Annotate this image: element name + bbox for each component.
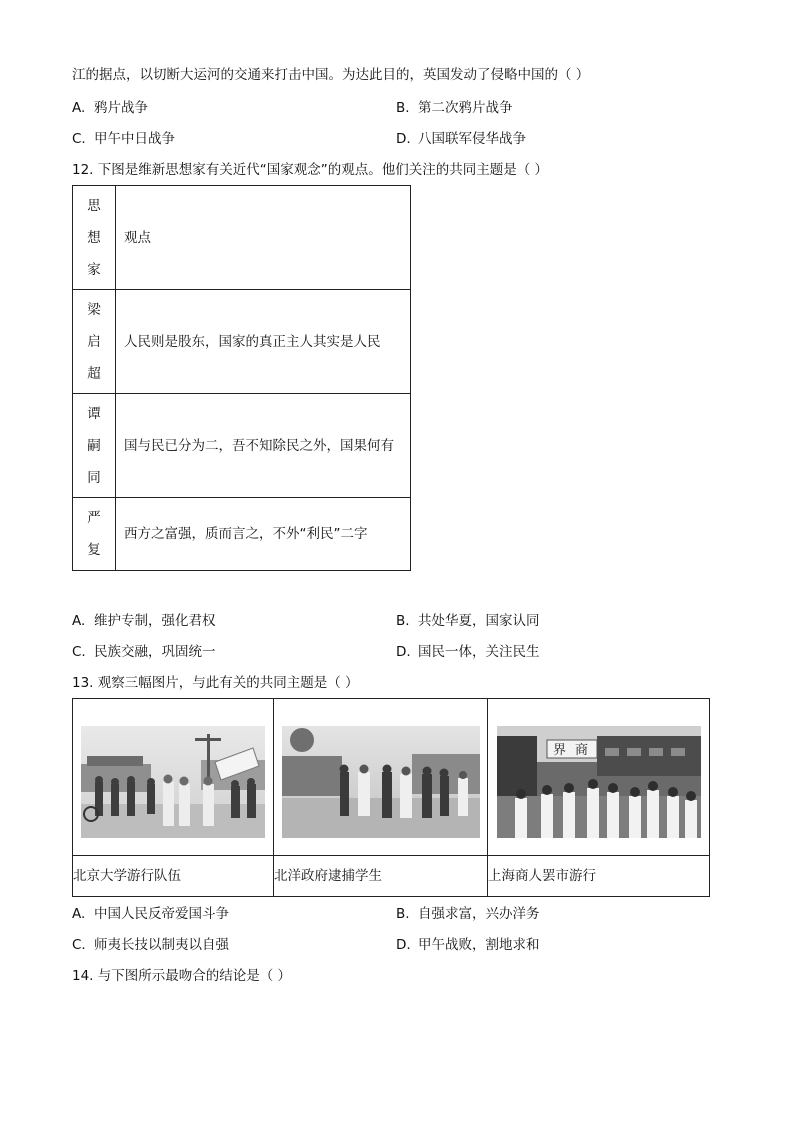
option-label: B. [396,100,410,116]
header-thinker-cell [73,186,116,290]
photo-shanghai-merchants-strike [497,726,701,838]
header-char: 家 [87,261,101,278]
photo-cell [488,699,710,856]
option-label: A. [72,100,86,116]
option-label: C. [72,937,86,953]
name-char: 严 [87,510,101,526]
name-char: 同 [87,469,101,486]
option-text: 甲午战败，割地求和 [418,937,540,953]
q12-option-d[interactable] [396,643,540,661]
option-text: 鸦片战争 [94,100,148,116]
name-char: 谭 [87,405,101,422]
q11-stem-tail: 江的据点，以切断大运河的交通来打击中国。为达此目的，英国发动了侵略中国的（ ） [72,67,590,83]
name-char: 启 [87,333,101,350]
caption-cell: 北洋政府逮捕学生 [274,856,488,897]
banner-char: 界 [552,743,566,758]
option-text: 维护专制，强化君权 [94,613,216,629]
caption-cell: 北京大学游行队伍 [73,856,274,897]
option-text: 八国联军侵华战争 [418,131,526,147]
q13-stem: 13. 观察三幅图片，与此有关的共同主题是（ ） [72,675,359,691]
option-text: 第二次鸦片战争 [418,100,513,116]
q11-option-a[interactable] [72,99,148,117]
thinker-name-cell [73,498,116,571]
header-char: 思 [87,197,101,214]
table-header-row [73,186,411,290]
thinker-name-cell [73,394,116,498]
option-label: D. [396,937,411,953]
option-label: B. [396,906,410,922]
option-text: 民族交融，巩固统一 [94,644,216,660]
thinker-name-cell [73,290,116,394]
q11-option-c[interactable] [72,130,175,148]
caption-row [73,856,710,897]
q13-option-a[interactable] [72,905,229,923]
banner-char: 商 [574,743,588,758]
q12-option-a[interactable] [72,612,216,630]
q12-option-b[interactable] [396,612,540,630]
q12-table [72,185,411,571]
header-char: 想 [87,229,101,246]
name-char: 梁 [87,301,101,318]
table-row [73,498,411,571]
option-label: C. [72,644,86,660]
option-text: 共处华夏，国家认同 [418,613,540,629]
photo-peking-university-march [81,726,265,838]
q13-option-d[interactable] [396,936,540,954]
viewpoint-cell: 国与民已分为二，吾不知除民之外，国果何有 [116,394,411,498]
option-text: 自强求富，兴办洋务 [418,906,540,922]
option-label: A. [72,613,86,629]
q12-stem: 12. 下图是维新思想家有关近代“国家观念”的观点。他们关注的共同主题是（ ） [72,162,549,178]
option-text: 师夷长技以制夷以自强 [94,937,229,953]
q11-option-d[interactable] [396,130,526,148]
viewpoint-cell: 西方之富强，质而言之，不外“利民”二字 [116,498,411,571]
header-viewpoint-cell: 观点 [116,186,411,290]
option-label: D. [396,131,411,147]
photo-cell [73,699,274,856]
table-row [73,394,411,498]
q14-stem: 14. 与下图所示最吻合的结论是（ ） [72,968,292,984]
option-text: 甲午中日战争 [94,131,175,147]
q13-option-c[interactable] [72,936,229,954]
name-char: 嗣 [87,437,101,454]
q12-option-c[interactable] [72,643,216,661]
photo-beiyang-arrest [282,726,480,838]
q11-option-b[interactable] [396,99,513,117]
photo-cell [274,699,488,856]
option-label: A. [72,906,86,922]
option-label: C. [72,131,86,147]
option-text: 国民一体，关注民生 [418,644,540,660]
q13-photo-table [72,698,710,897]
name-char: 复 [87,542,101,558]
table-row [73,290,411,394]
option-label: D. [396,644,411,660]
photo-row [73,699,710,856]
q13-option-b[interactable] [396,905,540,923]
viewpoint-cell: 人民则是股东，国家的真正主人其实是人民 [116,290,411,394]
name-char: 超 [87,365,101,382]
option-text: 中国人民反帝爱国斗争 [94,906,229,922]
option-label: B. [396,613,410,629]
caption-cell: 上海商人罢市游行 [488,856,710,897]
